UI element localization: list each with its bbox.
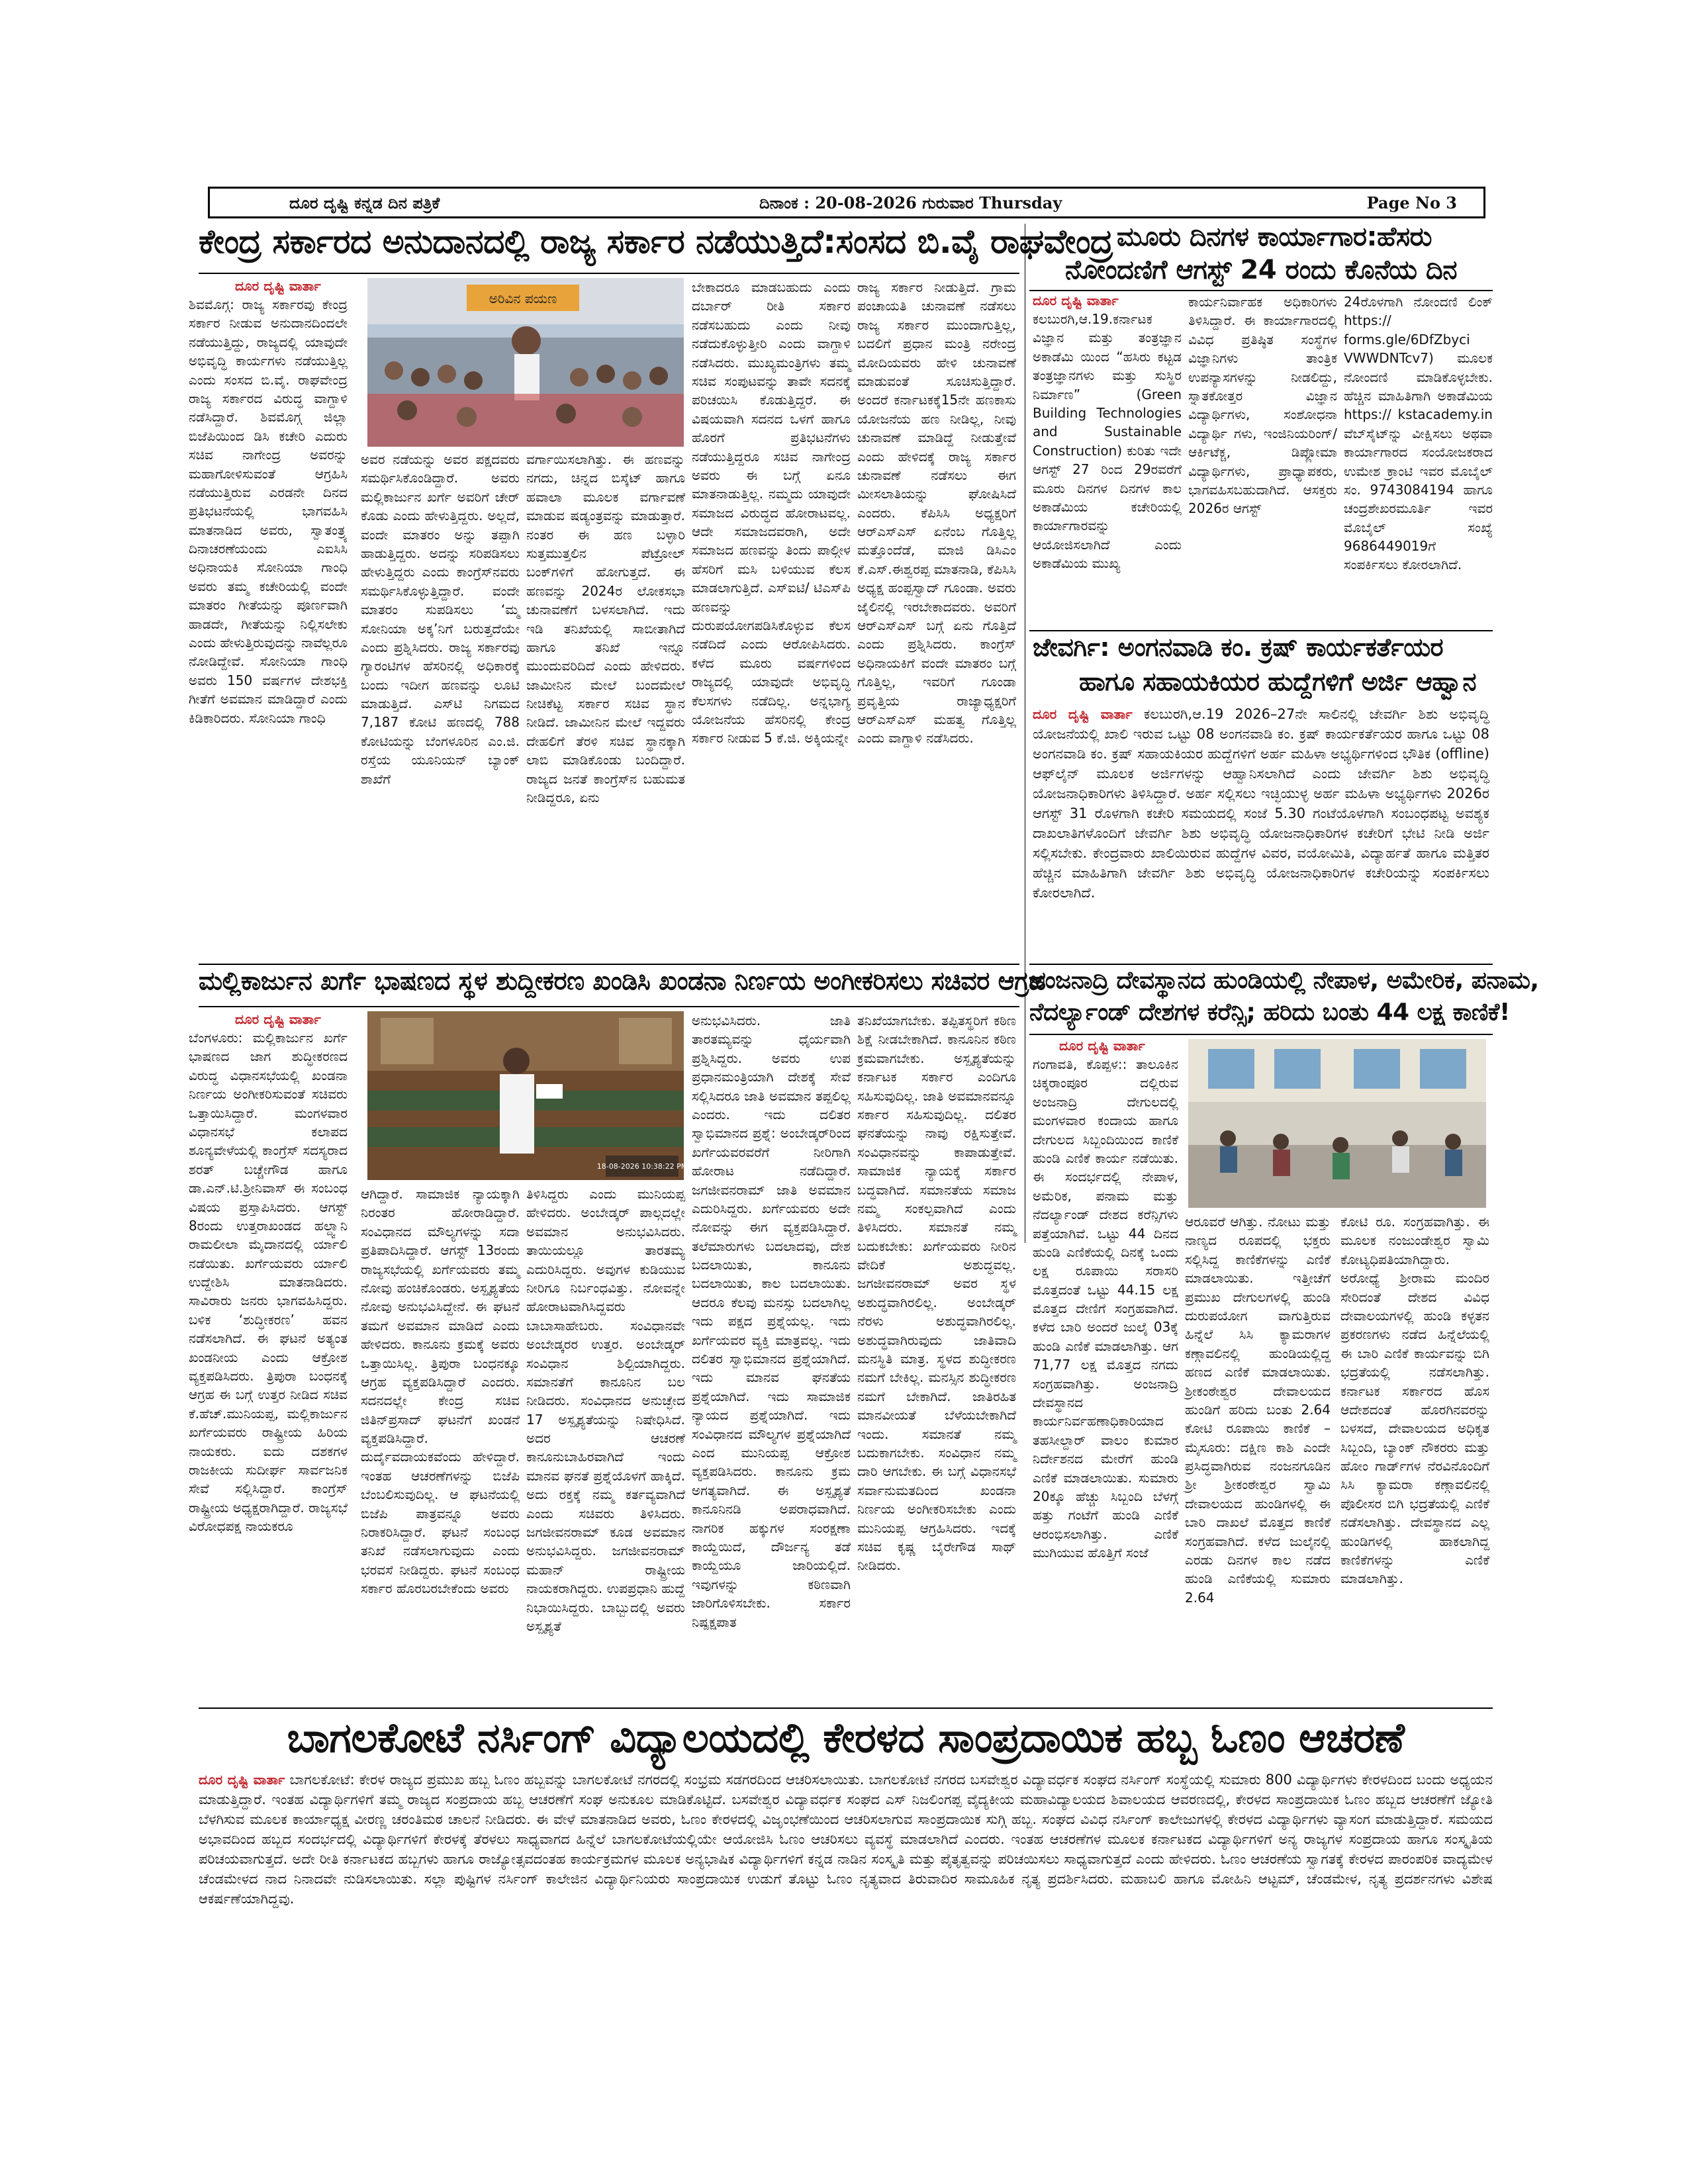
article4-column-2: ಆಗಿದ್ದಾರೆ. ಸಾಮಾಜಿಕ ನ್ಯಾಯಕ್ಕಾಗಿ ನಿರಂತರ ಹೋರಾಡಿದ್ದಾರೆ. ಸಂವಿಧಾನದ ಮೌಲ್ಯಗಳನ್ನು ಸದಾ ಪ್ರತಿಪಾದಿಸಿದ್ದಾರೆ. ಆಗಸ್ಟ್ 13ರಂದು ರಾಜ್ಯಸಭೆಯಲ್ಲಿ ಖರ್ಗೆಯವರು ತಮ್ಮ ನೋವು ಹಂಚಿಕೊಂಡರು. ಅಸ್ಪೃಶ್ಯತೆಯ ನೋವು ಅನುಭವಿಸಿದ್ದೇನೆ. ಈ ಘಟನೆ ತಮಗೆ ಅವಮಾನ ಮಾಡಿದೆ ಎಂದು ಹೇಳಿದರು. ಕಾನೂನು ಕ್ರಮಕ್ಕೆ ಅವರು ಒತ್ತಾಯಿಸಿಲ್ಲ. ತ್ರಿಪುರಾ ಬಂಧನಕ್ಕೂ ಆಗ್ರಹ ವ್ಯಕ್ತಪಡಿಸಿದ್ದಾರೆ ಎಂದರು. ಸದನದಲ್ಲೇ ಕೇಂದ್ರ ಸಚಿವ ಜಿತಿನ್‌ಪ್ರಸಾದ್ ಘಟನೆಗೆ ಖಂಡನೆ ವ್ಯಕ್ತಪಡಿಸಿದ್ದಾರೆ. ದುರ್ದೈವದಾಯಕವೆಂದು ಹೇಳಿದ್ದಾರೆ. ಇಂತಹ ಆಚರಣೆಗಳನ್ನು ಬಿಜೆಪಿ ಬೆಂಬಲಿಸುವುದಿಲ್ಲ. ಆ ಘಟನೆಯಲ್ಲಿ ಬಿಜೆಪಿ ಪಾತ್ರವನ್ನೂ ಅವರು ನಿರಾಕರಿಸಿದ್ದಾರೆ. ಘಟನೆ ಸಂಬಂಧ ತನಿಖೆ ನಡೆಸಲಾಗುವುದು ಎಂದು ಭರವಸೆ ನೀಡಿದ್ದರು. ಘಟನೆ ಸಂಬಂಧ ಸರ್ಕಾರ ಹೊರಬರಬೇಕೆಂದು ಅವರು xyxy=(361,1186,520,1597)
article1-column-5: ರಾಜ್ಯ ಸರ್ಕಾರ ನೀಡುತ್ತಿದೆ. ಗ್ರಾಮ ಪಂಚಾಯತಿ ಚುನಾವಣೆ ನಡೆಸಲು ರಾಜ್ಯ ಸರ್ಕಾರ ಮುಂದಾಗುತ್ತಿಲ್ಲ, ಬದಲಿಗೆ ಪ್ರಧಾನ ಮಂತ್ರಿ ನರೇಂದ್ರ ಮೋದಿಯವರು ಹೇಳಿ ಚುನಾವಣೆ ಮಾಡುವಂತೆ ಸೂಚಿಸುತ್ತಿದ್ದಾರೆ. ಅಂದರೆ ಕರ್ನಾಟಕಕ್ಕೆ15ನೇ ಹಣಕಾಸು ಯೋಜನೆಯ ಹಣ ನೀಡಿಲ್ಲ, ನೀವು ಚುನಾವಣೆ ಮಾಡಿದ್ದೆ ನೀಡುತ್ತೇವೆ ಎಂದು ಹೇಳಿದಕ್ಕೆ ರಾಜ್ಯ ಸರ್ಕಾರ ಚುನಾವಣೆ ನಡೆಸಲು ಈಗ ಮೀಸಲಾತಿಯನ್ನು ಘೋಷಿಸಿದೆ ಎಂದರು. ಕೆಪಿಸಿಸಿ ಅಧ್ಯಕ್ಷರಿಗೆ ಆರ್‌ಎಸ್‌ಎಸ್ ಏನೆಂಬ ಗೊತ್ತಿಲ್ಲ ಮತ್ತೊಂದೆಡೆ, ಮಾಜಿ ಡಿಸಿಎಂ ಕೆ.ಎಸ್.ಈಶ್ವರಪ್ಪ ಮಾತನಾಡಿ, ಕೆಪಿಸಿಸಿ ಅಧ್ಯಕ್ಷ ಹಂಪ್ಪಸ್ವಾದ್ ಗೂಂಡಾ. ಅವರು ಜೈಲಿನಲ್ಲಿ ಇರಬೇಕಾದವರು. ಅವರಿಗೆ ಆರ್‌ಎಸ್‌ಎಸ್ ಬಗ್ಗೆ ಏನು ಗೊತ್ತಿದೆ ಎಂದು ಪ್ರಶ್ನಿಸಿದರು. ಕಾಂಗ್ರೆಸ್ ಅಧಿನಾಯಕಿಗೆ ವಂದೇ ಮಾತರಂ ಬಗ್ಗೆ ಗೊತ್ತಿಲ್ಲ, ಇವರಿಗೆ ಗೂಂಡಾ ಪ್ರವೃತ್ತಿಯ ರಾಜ್ಯಾಧ್ಯಕ್ಷರಿಗೆ ಆರ್‌ಎಸ್‌ಎಸ್ ಮಹತ್ವ ಗೊತ್ತಿಲ್ಲ ಎಂದು ವಾಗ್ದಾಳಿ ನಡೆಸಿದರು. xyxy=(857,279,1016,747)
divider xyxy=(199,1707,1493,1709)
article1-column-1: ಶಿವಮೊಗ್ಗ: ರಾಜ್ಯ ಸರ್ಕಾರವು ಕೇಂದ್ರ ಸರ್ಕಾರ ನೀಡುವ ಅನುದಾನದಿಂದಲೇ ನಡೆಯುತ್ತಿದ್ದು, ರಾಜ್ಯದಲ್ಲಿ ಯಾವುದೇ ಅಭಿವೃದ್ಧಿ ಕಾರ್ಯಗಳು ನಡೆಯುತ್ತಿಲ್ಲ ಎಂದು ಸಂಸದ ಬಿ.ವೈ. ರಾಘವೇಂದ್ರ ರಾಜ್ಯ ಸರ್ಕಾರದ ವಿರುದ್ಧ ವಾಗ್ದಾಳಿ ನಡೆಸಿದ್ದಾರೆ. ಶಿವಮೊಗ್ಗ ಜಿಲ್ಲಾ ಬಿಜೆಪಿಯಿಂದ ಡಿಸಿ ಕಚೇರಿ ಎದುರು ಸಚಿವ ನಾಗೇಂದ್ರ ಅವರನ್ನು ಮಹಾಗೋಳಿಸುವಂತೆ ಆಗ್ರಹಿಸಿ ನಡೆಯುತ್ತಿರುವ ಎರಡನೇ ದಿನದ ಪ್ರತಿಭಟನೆಯಲ್ಲಿ ಭಾಗವಹಿಸಿ ಮಾತನಾಡಿದ ಅವರು, ಸ್ವಾತಂತ್ರ್ಯ ದಿನಾಚರಣೆಯಂದು ಎಐಸಿಸಿ ಅಧಿನಾಯಕಿ ಸೋನಿಯಾ ಗಾಂಧಿ ಅವರು ತಮ್ಮ ಕಚೇರಿಯಲ್ಲಿ ವಂದೇ ಮಾತರಂ ಗೀತೆಯನ್ನು ಪೂರ್ಣವಾಗಿ ಹಾಡದೇ, ಗೀತೆಯನ್ನು ನಿಲ್ಲಿಸಲೇಕು ಎಂದು ಹೇಳುತ್ತಿರುವುದನ್ನು ನಾವೆಲ್ಲರೂ ನೋಡಿದ್ದೇವೆ. ಸೋನಿಯಾ ಗಾಂಧಿ ಅವರು 150 ವರ್ಷಗಳ ದೇಶಭಕ್ತಿ ಗೀತೆಗೆ ಅವಮಾನ ಮಾಡಿದ್ದಾರೆ ಎಂದು ಕಿಡಿಕಾರಿದರು. ಸೋನಿಯಾ ಗಾಂಧಿ xyxy=(189,296,348,726)
divider xyxy=(199,1006,1019,1007)
article4-headline: ಮಲ್ಲಿಕಾರ್ಜುನ ಖರ್ಗೆ ಭಾಷಣದ ಸ್ಥಳ ಶುದ್ದೀಕರಣ ಖಂಡಿಸಿ ಖಂಡನಾ ನಿರ್ಣಯ ಅಂಗೀಕರಿಸಲು ಸಚಿವರ ಆಗ್ರಹ xyxy=(199,966,1046,995)
article2-headline-line1: ಮೂರು ದಿನಗಳ ಕಾರ್ಯಾಗಾರ:ಹೆಸರು xyxy=(1117,222,1432,252)
divider xyxy=(1029,964,1493,965)
assembly-photo-illustration xyxy=(367,1011,688,1180)
divider xyxy=(1029,1034,1493,1035)
article5-headline-line1: ಅಂಜನಾದ್ರಿ ದೇವಸ್ಥಾನದ ಹುಂಡಿಯಲ್ಲಿ ನೇಪಾಳ, ಅಮೇರಿಕ, ಪನಾಮ, xyxy=(1029,967,1539,994)
hundi-counting-photo-illustration xyxy=(1188,1039,1486,1208)
article3-headline-line1: ಜೇವರ್ಗಿ: ಅಂಗನವಾಡಿ ಕಂ. ಕ್ರಷ್ ಕಾರ್ಯಕರ್ತೆಯರ xyxy=(1033,633,1444,662)
article5-column-3: ಕೋಟಿ ರೂ. ಸಂಗ್ರಹವಾಗಿತ್ತು. ಈ ಮೂಲಕ ನಂಜುಂಡೇಶ್ವರ ಸ್ವಾಮಿ ಕೋಟ್ಯಧಿಪತಿಯಾಗಿದ್ದಾರು. ಅರೋಧ್ಯೆ ಶ್ರೀರಾಮ ಮಂದಿರ ಸೇರಿದಂತೆ ದೇಶದ ವಿವಿಧ ದೇವಾಲಯಗಳಲ್ಲಿ ಹುಂಡಿ ಕಳ್ಳತನ ಪ್ರಕರಣಗಳು ನಡೆದ ಹಿನ್ನೆಲೆಯಲ್ಲಿ ಈ ಬಾರಿ ಎಣಿಕೆ ಕಾರ್ಯವನ್ನು ಬಿಗಿ ಭದ್ರತೆಯಲ್ಲಿ ನಡೆಸಲಾಗಿತ್ತು. ಕರ್ನಾಟಕ ಸರ್ಕಾರದ ಹೊಸ ಆದೇಶದಂತೆ ಹೊರಗಿನವರನ್ನು ಬಳಸದೆ, ದೇವಾಲಯದ ಅಧಿಕೃತ ಸಿಬ್ಬಂದಿ, ಬ್ಯಾಂಕ್ ನೌಕರರು ಮತ್ತು ಹೋಂ ಗಾರ್ಡ್‌ಗಳ ನೆರವಿನೊಂದಿಗೆ ಸಿಸಿ ಕ್ಯಾಮರಾ ಕಣ್ಗಾವಲಿನಲ್ಲಿ ಪೊಲೀಸರ ಬಿಗಿ ಭದ್ರತೆಯಲ್ಲಿ ಎಣಿಕೆ ನಡೆಸಲಾಗಿತ್ತು. ದೇವಸ್ಥಾನದ ಎಲ್ಲ ಹುಂಡಿಗಳಲ್ಲಿ ಹಾಕಲಾಗಿದ್ದ ಕಾಣಿಕೆಗಳನ್ನು ಎಣಿಕೆ ಮಾಡಲಾಗಿತ್ತು. xyxy=(1340,1214,1489,1587)
divider xyxy=(199,273,1019,274)
article2-column-2: ಕಾರ್ಯನಿರ್ವಾಹಕ ಅಧಿಕಾರಿಗಳು ತಿಳಿಸಿದ್ದಾರೆ. ಈ ಕಾರ್ಯಾಗಾರದಲ್ಲಿ ವಿವಿಧ ಪ್ರತಿಷ್ಠಿತ ಸಂಸ್ಥೆಗಳ ವಿಜ್ಞಾನಿಗಳು ತಾಂತ್ರಿಕ ಉಪನ್ಯಾಸಗಳನ್ನು ನೀಡಲಿದ್ದು, ಸ್ನಾತಕೋತ್ತರ ವಿಜ್ಞಾನ ವಿದ್ಯಾರ್ಥಿಗಳು, ಸಂಶೋಧನಾ ವಿದ್ಯಾರ್ಥಿ ಗಳು, ಇಂಜಿನಿಯರಿಂಗ್/ ಆರ್ಕಿಟೆಕ್ಚ, ಡಿಪ್ಲೋಮಾ ವಿದ್ಯಾರ್ಥಿಗಳು, ಪ್ರಾಧ್ಯಾಪಕರು, ಭಾಗವಹಿಸಬಹುದಾಗಿದೆ. ಆಸಕ್ತರು 2026ರ ಆಗಸ್ಟ್ xyxy=(1188,294,1337,517)
article2-byline: ದೂರ ದೃಷ್ಟಿ ವಾರ್ತಾ xyxy=(1033,293,1119,308)
article4-column-1: ಬೆಂಗಳೂರು: ಮಲ್ಲಿಕಾರ್ಜುನ ಖರ್ಗೆ ಭಾಷಣದ ಜಾಗ ಶುದ್ಧೀಕರಣದ ವಿರುದ್ಧ ವಿಧಾನಸಭೆಯಲ್ಲಿ ಖಂಡನಾ ನಿರ್ಣಯ ಅಂಗೀಕರಿಸುವಂತೆ ಸಚಿವರು ಒತ್ತಾಯಿಸಿದ್ದಾರೆ. ಮಂಗಳವಾರ ವಿಧಾನಸಭೆ ಕಲಾಪದ ಶೂನ್ಯವೇಳೆಯಲ್ಲಿ ಕಾಂಗ್ರೆಸ್ ಸದಸ್ಯರಾದ ಶರತ್ ಬಚ್ಚೇಗೌಡ ಹಾಗೂ ಡಾ.ಎನ್.ಟಿ.ಶ್ರೀನಿವಾಸ್ ಈ ಸಂಬಂಧ ವಿಷಯ ಪ್ರಸ್ತಾಪಿಸಿದರು. ಆಗಸ್ಟ್ 8ರಂದು ಉತ್ತರಾಖಂಡದ ಹಲ್ದ್ವಾನಿ ರಾಮಲೀಲಾ ಮೈದಾನದಲ್ಲಿ ರ್ಯಾಲಿ ನಡೆಯಿತು. ಖರ್ಗೆಯವರು ರ್ಯಾಲಿ ಉದ್ದೇಶಿಸಿ ಮಾತನಾಡಿದರು. ಸಾವಿರಾರು ಜನರು ಭಾಗವಹಿಸಿದ್ದರು. ಬಳಿಕ ‘ಶುದ್ಧೀಕರಣ’ ಹವನ ನಡೆಸಲಾಗಿದೆ. ಈ ಘಟನೆ ಅತ್ಯಂತ ಖಂಡನೀಯ ಎಂದು ಆಕ್ರೋಶ ವ್ಯಕ್ತಪಡಿಸಿದರು. ತ್ರಿಪುರಾ ಬಂಧನಕ್ಕೆ ಆಗ್ರಹ ಈ ಬಗ್ಗೆ ಉತ್ತರ ನೀಡಿದ ಸಚಿವ ಕೆ.ಹೆಚ್.ಮುನಿಯಪ್ಪ, ಮಲ್ಲಿಕಾರ್ಜುನ ಖರ್ಗೆಯವರು ರಾಷ್ಟ್ರೀಯ ಹಿರಿಯ ನಾಯಕರು. ಐದು ದಶಕಗಳ ರಾಜಕೀಯ ಸುದೀರ್ಘ ಸಾರ್ವಜನಿಕ ಸೇವೆ ಸಲ್ಲಿಸಿದ್ದಾರೆ. ಕಾಂಗ್ರೆಸ್ ರಾಷ್ಟ್ರೀಯ ಅಧ್ಯಕ್ಷರಾಗಿದ್ದಾರೆ. ರಾಜ್ಯಸಭೆ ವಿರೋಧಪಕ್ಷ ನಾಯಕರೂ xyxy=(189,1030,348,1535)
article5-headline-line2: ನೆದರ್ಲ್ಯಾಂಡ್ ದೇಶಗಳ ಕರೆನ್ಸಿ; ಹರಿದು ಬಂತು 44 ಲಕ್ಷ ಕಾಣಿಕೆ! xyxy=(1029,999,1510,1026)
article4-column-3: ತಿಳಿಸಿದ್ದರು ಎಂದು ಮುನಿಯಪ್ಪ ಹೇಳಿದರು. ಅಂಬೇಡ್ಕರ್ ಪಾಲ್ಗದಲ್ಲೇ ಅವಮಾನ ಅನುಭವಿಸಿದರು. ತಾಯಿಯಲ್ಲೂ ತಾರತಮ್ಯ ಎದುರಿಸಿದ್ದರು. ಅವುಗಳ ಕುಡಿಯುವ ನೀರಿಗೂ ನಿರ್ಬಂಧವಿತ್ತು. ನೋವನ್ನೇ ಹೋರಾಟವಾಗಿಸಿದ್ದವರು ಬಾಬಾಸಾಹೇಬರು. ಸಂವಿಧಾನವೇ ಅಂಬೇಡ್ಕರರ ಉತ್ತರ. ಅಂಬೇಡ್ಕರ್ ಸಂವಿಧಾನ ಶಿಲ್ಪಿಯಾಗಿದ್ದರು. ಸಮಾನತೆಗೆ ಕಾನೂನಿನ ಬಲ ನೀಡಿದರು. ಸಂವಿಧಾನದ ಅನುಚ್ಛೇದ 17 ಅಸ್ಪೃಶ್ಯತೆಯನ್ನು ನಿಷೇಧಿಸಿದೆ. ಅದರ ಆಚರಣೆ ಕಾನೂನುಬಾಹಿರವಾಗಿದೆ ಇಂದು ಮಾನವ ಘನತೆ ಪ್ರಶ್ನೆಯೊಳಗೆ ಹಾಕ್ಕಿದೆ. ಅದು ರಕ್ತಕ್ಕೆ ನಮ್ಮ ಕರ್ತವ್ಯವಾಗಿದೆ ಎಂದು ಸಚಿವರು ತಿಳಿಸಿದರು. ಜಗಜೀವನರಾಮ್ ಕೂಡ ಅವಮಾನ ಅನುಭವಿಸಿದ್ದರು. ಜಗಜೀವನರಾಮ್ ಮಹಾನ್ ರಾಷ್ಟ್ರೀಯ ನಾಯಕರಾಗಿದ್ದರು. ಉಪಪ್ರಧಾನಿ ಹುದ್ದೆ ನಿಭಾಯಿಸಿದ್ದರು. ಬಾಬ್ಬುದಲ್ಲಿ ಅವರು ಅಸ್ಪೃಶ್ಯತೆ xyxy=(526,1186,685,1634)
article1-column-4: ಬೇಕಾದರೂ ಮಾಡಬಹುದು ಎಂದು ದರ್ಬಾರ್ ರೀತಿ ಸರ್ಕಾರ ನಡೆಸಬಹುದು ಎಂದು ನೀವು ನಡೆದುಕೊಳ್ಳುತ್ತೀರಿ ಎಂದು ವಾಗ್ದಾಳಿ ನಡೆಸಿದರು. ಮುಖ್ಯಮಂತ್ರಿಗಳು ತಮ್ಮ ಸಚಿವ ಸಂಪುಟವನ್ನು ತಾವೇ ಸದನಕ್ಕೆ ಪರಿಚಯಿಸಿ ಕೊಡುತ್ತಿದ್ದರೆ. ಈ ವಿಷಯವಾಗಿ ಸದನದ ಒಳಗೆ ಹಾಗೂ ಹೊರಗೆ ಪ್ರತಿಭಟನೆಗಳು ನಡೆಯುತ್ತಿದ್ದರೂ ಸಚಿವ ನಾಗೇಂದ್ರ ಅವರು ಈ ಬಗ್ಗೆ ಏನೂ ಮಾತನಾಡುತ್ತಿಲ್ಲ. ನಮ್ಮದು ಯಾವುದೇ ಸಮಾಜದ ವಿರುದ್ಧದ ಹೋರಾಟವಲ್ಲ. ಆದೇ ಸಮಾಜದವರಾಗಿ, ಅದೇ ಸಮಾಜದ ಹಣವನ್ನು ತಿಂದು ಪಾಲ್ಗೀಳ ಹೆಸರಿಗೆ ಮಸಿ ಬಳಿಯುವ ಕೆಲಸ ಮಾಡಲಾಗುತ್ತಿದೆ. ಎಸ್‌ಐಟಿ/ ಟಿಎಸ್‌ಪಿ ಹಣವನ್ನು ದುರುಪಯೋಗಪಡಿಸಿಕೊಳ್ಳುವ ಕೆಲಸ ನಡೆದಿದೆ ಎಂದು ಆರೋಪಿಸಿದರು. ಕಳೆದ ಮೂರು ವರ್ಷಗಳಿಂದ ರಾಜ್ಯದಲ್ಲಿ ಯಾವುದೇ ಅಭಿವೃದ್ಧಿ ಕೆಲಸಗಳು ನಡೆದಿಲ್ಲ. ಅನ್ನಭಾಗ್ಯ ಯೋಜನೆಯ ಹೆಸರಿನಲ್ಲಿ ಕೇಂದ್ರ ಸರ್ಕಾರ ನೀಡುವ 5 ಕೆ.ಜಿ. ಅಕ್ಕಿಯನ್ನೇ xyxy=(692,279,851,747)
article6-byline: ದೂರ ದೃಷ್ಟಿ ವಾರ್ತಾ xyxy=(199,1772,285,1788)
divider xyxy=(1029,290,1493,291)
photo-banner-text: ಅರಿವಿನ ಪಯಣ xyxy=(489,291,557,306)
page-header xyxy=(208,187,1485,218)
article3-text: ಕಲಬುರಗಿ,ಆ.19 2026–27ನೇ ಸಾಲಿನಲ್ಲಿ ಜೇವರ್ಗಿ ಶಿಶು ಅಭಿವೃದ್ಧಿ ಯೋಜನೆಯಲ್ಲಿ ಖಾಲಿ ಇರುವ ಒಟ್ಟು 08 ಅಂಗನವಾಡಿ ಕಂ. ಕ್ರಷ್ ಕಾರ್ಯಕರ್ತೆಯರ ಹಾಗೂ ಒಟ್ಟು 08 ಅಂಗನವಾಡಿ ಕಂ. ಕ್ರಷ್ ಸಹಾಯಕಿಯರ ಹುದ್ದೆಗಳಿಗೆ ಅರ್ಹ ಮಹಿಳಾ ಅಭ್ಯರ್ಥಿಗಳಿಂದ ಭೌತಿಕ (offline) ಆಫ್‌ಲೈನ್ ಮೂಲಕ ಅರ್ಜಿಗಳನ್ನು ಆಹ್ವಾನಿಸಲಾಗಿದೆ ಎಂದು ಜೇವರ್ಗಿ ಶಿಶು ಅಭಿವೃದ್ಧಿ ಯೋಜನಾಧಿಕಾರಿಗಳು ತಿಳಿಸಿದ್ದಾರೆ. ಅರ್ಹ ಸಲ್ಲಿಸಲು ಇಚ್ಛಿಯುಳ್ಳ ಅರ್ಹ ಮಹಿಳಾ ಅಭ್ಯರ್ಥಿಗಳು 2026ರ ಆಗಸ್ಟ್ 31 ರೊಳಗಾಗಿ ಕಚೇರಿ ಸಮಯದಲ್ಲಿ ಸಂಜೆ 5.30 ಗಂಟೆಯೊಳಗಾಗಿ ಸಂಬಂಧಪಟ್ಟ ಅವಶ್ಯಕ ದಾಖಲಾತಿಗಳೊಂದಿಗೆ ಜೇವರ್ಗಿ ಶಿಶು ಅಭಿವೃದ್ಧಿ ಯೋಜನಾಧಿಕಾರಿಗಳ ಕಚೇರಿಗೆ ಭೇಟಿ ನೀಡಿ ಅರ್ಜಿ ಸಲ್ಲಿಸಬೇಕು. ಕೇಂದ್ರವಾರು ಖಾಲಿಯಿರುವ ಹುದ್ದೆಗಳ ವಿವರ, ವಯೋಮಿತಿ, ವಿದ್ಯಾರ್ಹತೆ ಹಾಗೂ ಮತ್ತಿತರ ಹೆಚ್ಚಿನ ಮಾಹಿತಿಗಾಗಿ ಜೇವರ್ಗಿ ಶಿಶು ಅಭಿವೃದ್ಧಿ ಯೋಜನಾಧಿಕಾರಿಗಳ ಕಚೇರಿಯನ್ನು ಸಂಪರ್ಕಿಸಲು ಕೋರಲಾಗಿದೆ. xyxy=(1033,706,1489,901)
article2-column-1: ಕಲಬುರಗಿ,ಆ.19.ಕರ್ನಾಟಕ ವಿಜ್ಞಾನ ಮತ್ತು ತಂತ್ರಜ್ಞಾನ ಅಕಾಡೆಮಿ ಯಿಂದ “ಹಸಿರು ಕಟ್ಟಡ ತಂತ್ರಜ್ಞಾನಗಳು ಮತ್ತು ಸುಸ್ಥಿರ ನಿರ್ಮಾಣ” (Green Building Technologies and Sustainable Construction) ಕುರಿತು ಇದೇ ಆಗಸ್ಟ್ 27 ರಿಂದ 29ರವರೆಗೆ ಮೂರು ದಿನಗಳ ದಿನಗಳ ಕಾಲ ಅಕಾಡೆಮಿಯ ಕಚೇರಿಯಲ್ಲಿ ಕಾರ್ಯಾಗಾರವನ್ನು ಆಯೋಜಿಸಲಾಗಿದೆ ಎಂದು ಅಕಾಡೆಮಿಯ ಮುಖ್ಯ xyxy=(1033,311,1182,572)
article5-photo xyxy=(1188,1039,1486,1208)
article1-byline: ದೂರ ದೃಷ್ಟಿ ವಾರ್ತಾ xyxy=(235,278,321,294)
article2-column-3: 24ರೊಳಗಾಗಿ ನೋಂದಣಿ ಲಿಂಕ್ https:// forms.gle/6DfZbyci VWWDNTcv7) ಮೂಲಕ ನೋಂದಣಿ ಮಾಡಿಕೊಳ್ಳಬೇಕು. ಹೆಚ್ಚಿನ ಮಾಹಿತಿಗಾಗಿ ಅಕಾಡೆಮಿಯ https:// kstacademy.in ವೆಬ್‌ಸೈಟ್‌ನ್ನು ವೀಕ್ಷಿಸಲು ಅಥವಾ ಕಾರ್ಯಾಗಾರದ ಸಂಯೋಜಕರಾದ ಉಮೇಶ ಕ್ರಾಂಟಿ ಇವರ ಮೊಬೈಲ್ ಸಂ. 9743084194 ಹಾಗೂ ಚಂದ್ರಶೇಖರಮೂರ್ತಿ ಇವರ ಮೊಬೈಲ್ ಸಂಖ್ಯೆ 9686449019ಗೆ ಸಂಪರ್ಕಿಸಲು ಕೋರಲಾಗಿದೆ. xyxy=(1344,294,1493,573)
article4-photo xyxy=(367,1011,688,1180)
article6-text: ಬಾಗಲಕೋಟೆ: ಕೇರಳ ರಾಜ್ಯದ ಪ್ರಮುಖ ಹಬ್ಬ ಓಣಂ ಹಬ್ಬವನ್ನು ಬಾಗಲಕೋಟೆ ನಗರದಲ್ಲಿ ಸಂಭ್ರಮ ಸಡಗರದಿಂದ ಆಚರಿಸಲಾಯಿತು. ಬಾಗಲಕೋಟೆ ನಗರದ ಬಸವೇಶ್ವರ ವಿದ್ಯಾವರ್ಧಕ ಸಂಘದ ನರ್ಸಿಂಗ್ ಸಂಸ್ಥೆಯಲ್ಲಿ ಸುಮಾರು 800 ವಿದ್ಯಾರ್ಥಿಗಳು ಕೇರಳದಿಂದ ಬಂದು ಅಧ್ಯಯನ ಮಾಡುತ್ತಿದ್ದಾರೆ. ಇಂತಹ ವಿದ್ಯಾರ್ಥಿಗಳಿಗೆ ತಮ್ಮ ರಾಜ್ಯದ ಸಂಪ್ರದಾಯ ಹಬ್ಬ ಆಚರಣೆಗೆ ಸಂಘ ಅನುಕೂಲ ಮಾಡಿಕೊಟ್ಟಿದೆ. ಬಸವೇಶ್ವರ ವಿದ್ಯಾವರ್ಧಕ ಸಂಘದ ಎಸ್ ನಿಜಲಿಂಗಪ್ಪ ವೈದ್ಯಕೀಯ ಮಹಾವಿದ್ಯಾಲಯದ ಶಿವಾಲಯದ ಆವರಣದಲ್ಲಿ, ಕೇರಳದ ಸಾಂಪ್ರದಾಯಿಕ ಓಣಂ ಹಬ್ಬದ ಆಚರಣೆಗೆ ಜ್ಯೋತಿ ಬೆಳಗಿಸುವ ಮೂಲಕ ಕಾರ್ಯಾಧ್ಯಕ್ಷ ವೀರಣ್ಣ ಚರಂತಿಮಠ ಚಾಲನೆ ನೀಡಿದರು. ಈ ವೇಳೆ ಮಾತನಾಡಿದ ಅವರು, ಓಣಂ ಕೇರಳದಲ್ಲಿ ವಿಜೃಂಭಣೆಯಿಂದ ಆಚರಿಸಲಾಗುವ ಸಾಂಪ್ರದಾಯಿಕ ಸುಗ್ಗಿ ಹಬ್ಬ. ಸಂಘದ ವಿವಿಧ ನರ್ಸಿಂಗ್ ಕಾಲೇಜುಗಳಲ್ಲಿ ಕೇರಳದ ವಿದ್ಯಾರ್ಥಿಗಳು ವ್ಯಾಸಂಗ ಮಾಡುತ್ತಿದ್ದಾರೆ. ಸಮಯದ ಅಭಾವದಿಂದ ಹಬ್ಬದ ಸಂದರ್ಭದಲ್ಲಿ ವಿದ್ಯಾರ್ಥಿಗಳಿಗೆ ಕೇರಳಕ್ಕೆ ತೆರಳಲು ಸಾಧ್ಯವಾಗದ ಹಿನ್ನೆಲೆ ಬಾಗಲಕೋಟೆಯಲ್ಲಿಯೇ ಆಯೋಜಿಸಿ ಓಣಂ ಆಚರಿಸಲು ವ್ಯವಸ್ಥೆ ಮಾಡಲಾಗಿದೆ ಎಂದರು. ಇಂತಹ ಆಚರಣೆಗಳ ಮೂಲಕ ಕರ್ನಾಟಕದ ವಿದ್ಯಾರ್ಥಿಗಳಿಗೆ ಅನ್ಯ ರಾಜ್ಯಗಳ ಸಂಪ್ರದಾಯ ಹಾಗೂ ಸಂಸ್ಕೃತಿಯ ಪರಿಚಯವಾಗುತ್ತದೆ. ಅದೇ ರೀತಿ ಕರ್ನಾಟಕದ ಹಬ್ಬಗಳು ಹಾಗೂ ರಾಜ್ಯೋತ್ಸವದಂತಹ ಕಾರ್ಯಕ್ರಮಗಳ ಮೂಲಕ ಅನ್ಯಭಾಷಿಕ ವಿದ್ಯಾರ್ಥಿಗಳಿಗೆ ಕನ್ನಡ ನಾಡಿನ ಸಂಸ್ಕೃತಿ ಮತ್ತು ಪೈತೃತ್ವವನ್ನು ಪರಿಚಯಿಸಲು ಸಾಧ್ಯವಾಗುತ್ತದೆ ಎಂದು ಹೇಳಿದರು. ಓಣಂ ಆಚರಣೆಯ ಸ್ವಾಗತಕ್ಕೆ ಕೇರಳದ ಪಾರಂಪರಿಕ ವಾದ್ಯಮೇಳ ಚೆಂಡಮೇಳದ ನಾದ ನಿನಾದವೇ ನುಡಿಸಲಾಯಿತು. ಸಲ್ಲಾ ಪುಷ್ಟಿಗಳ ನರ್ಸಿಂಗ್ ಕಾಲೇಜಿನ ವಿದ್ಯಾರ್ಥಿನಿಯರು ಸಾಂಪ್ರದಾಯಿಕ ಉಡುಗೆ ತೊಟ್ಟು ಓಣಂ ನೃತ್ಯವಾದ ತಿರುವಾದಿರ ಸಾಮೂಹಿಕ ನೃತ್ಯ ಪ್ರದರ್ಶಿಸಿದರು. ಮಹಾಬಲಿ ಹಾಗೂ ಮೋಹಿನಿ ಆಟ್ಟಮ್, ಚೆಂಡಮೇಳ, ನೃತ್ಯ ಪ್ರದರ್ಶನಗಳು ವಿಶೇಷ ಆಕರ್ಷಣೆಯಾಗಿದ್ದವು. xyxy=(199,1772,1493,1907)
issue-date: ದಿನಾಂಕ : 20-08-2026 ಗುರುವಾರ Thursday xyxy=(759,193,1062,212)
article5-byline: ದೂರ ದೃಷ್ಟಿ ವಾರ್ತಾ xyxy=(1059,1038,1145,1054)
article3-byline: ದೂರ ದೃಷ್ಟಿ ವಾರ್ತಾ xyxy=(1033,706,1133,722)
article3-body xyxy=(1033,704,1489,961)
article5-column-2: ಆರೂವರೆ ಆಗಿತ್ತು. ನೋಟು ಮತ್ತು ನಾಣ್ಯದ ರೂಪದಲ್ಲಿ ಭಕ್ತರು ಸಲ್ಲಿಸಿದ್ದ ಕಾಣಿಕೆಗಳನ್ನು ಎಣಿಕೆ ಮಾಡಲಾಯಿತು. ಇತ್ತೀಚೆಗೆ ಪ್ರಮುಖ ದೇಗುಲಗಳಲ್ಲಿ ಹುಂಡಿ ದುರುಪಯೋಗ ವಾಗುತ್ತಿರುವ ಹಿನ್ನೆಲೆ ಸಿಸಿ ಕ್ಯಾಮರಾಗಳ ಕಣ್ಗಾವಲಿನಲ್ಲಿ ಹುಂಡಿಯಲ್ಲಿದ್ದ ಹಣದ ಎಣಿಕೆ ಮಾಡಲಾಯಿತು. ಶ್ರೀಕಂಠೇಶ್ವರ ದೇವಾಲಯದ ಹುಂಡಿಗೆ ಹರಿದು ಬಂತು 2.64 ಕೋಟಿ ರೂಪಾಯಿ ಕಾಣಿಕೆ – ಮೈಸೂರು: ದಕ್ಷಿಣ ಕಾಶಿ ಎಂದೇ ಪ್ರಸಿದ್ಧವಾಗಿರುವ ನಂಜನಗೂಡಿನ ಶ್ರೀ ಶ್ರೀಕಂಠೇಶ್ವರ ಸ್ವಾಮಿ ದೇವಾಲಯದ ಹುಂಡಿಗಳಲ್ಲಿ ಈ ಬಾರಿ ದಾಖಲೆ ಮೊತ್ತದ ಕಾಣಿಕೆ ಸಂಗ್ರಹವಾಗಿದೆ. ಕಳೆದ ಜುಲೈನಲ್ಲಿ ಎರಡು ದಿನಗಳ ಕಾಲ ನಡೆದ ಹುಂಡಿ ಎಣಿಕೆಯಲ್ಲಿ ಸುಮಾರು 2.64 xyxy=(1185,1214,1331,1606)
article6-headline: ಬಾಗಲಕೋಟೆ ನರ್ಸಿಂಗ್ ವಿದ್ಯಾಲಯದಲ್ಲಿ ಕೇರಳದ ಸಾಂಪ್ರದಾಯಿಕ ಹಬ್ಬ ಓಣಂ ಆಚರಣೆ xyxy=(287,1713,1405,1762)
article1-photo xyxy=(367,278,684,447)
rally-photo-illustration xyxy=(367,278,684,447)
article3-headline-line2: ಹಾಗೂ ಸಹಾಯಕಿಯರ ಹುದ್ದೆಗಳಿಗೆ ಅರ್ಜಿ ಆಹ್ವಾನ xyxy=(1079,667,1476,696)
newspaper-name: ದೂರ ದೃಷ್ಟಿ ಕನ್ನಡ ದಿನ ಪತ್ರಿಕೆ xyxy=(289,193,440,212)
article1-column-3: ವರ್ಗಾಯಿಸಲಾಗಿತ್ತು. ಈ ಹಣವನ್ನು ನಗದು, ಚಿನ್ನದ ಬಿಸ್ಕೆಟ್ ಹಾಗೂ ಹವಾಲಾ ಮೂಲಕ ವರ್ಗಾವಣೆ ಮಾಡುವ ಷಡ್ಯಂತ್ರವನ್ನು ಮಾಡುತ್ತಾರೆ. ನಂತರ ಈ ಹಣ ಬಳ್ಳಾರಿ ಸುತ್ತಮುತ್ತಲಿನ ಪೆಟ್ರೋಲ್ ಬಂಕ್‌ಗಳಿಗೆ ಹೋಗುತ್ತದೆ. ಈ ಹಣವನ್ನು 2024ರ ಲೋಕಸಭಾ ಚುನಾವಣೆಗೆ ಬಳಸಲಾಗಿದೆ. ಇದು ಇಡಿ ತನಿಖೆಯಲ್ಲಿ ಸಾಬೀತಾಗಿದೆ ಹಾಗೂ ತನಿಖೆ ಇನ್ನೂ ಮುಂದುವರಿದಿದೆ ಎಂದು ಹೇಳಿದರು. ಜಾಮೀನಿನ ಮೇಲೆ ಬಂದಮೇಲೆ ನೀಚಿಕೆಟ್ಟ ಸರ್ಕಾರ ಸಚಿವ ಸ್ಥಾನ ನೀಡಿದೆ. ಜಾಮೀನಿನ ಮೇಲೆ ಇದ್ದವರು ದೇಹಲಿಗೆ ತೆರಳಿ ಸಚಿವ ಸ್ಥಾನಕ್ಕಾಗಿ ಲಾಬಿ ಮಾಡಿಕೊಂಡು ಬಂದಿದ್ದಾರೆ. ರಾಜ್ಯದ ಜನತೆ ಕಾಂಗ್ರೆಸ್‌ನ ಬಹುಮತ ನೀಡಿದ್ದರೂ, ಏನು xyxy=(526,451,685,806)
page-number: Page No 3 xyxy=(1366,193,1457,212)
article1-headline: ಕೇಂದ್ರ ಸರ್ಕಾರದ ಅನುದಾನದಲ್ಲಿ ರಾಜ್ಯ ಸರ್ಕಾರ ನಡೆಯುತ್ತಿದೆ:ಸಂಸದ ಬಿ.ವೈ ರಾಘವೇಂದ್ರ xyxy=(199,222,1113,261)
article6-body xyxy=(199,1770,1493,1988)
article4-byline: ದೂರ ದೃಷ್ಟಿ ವಾರ್ತಾ xyxy=(235,1011,321,1027)
divider xyxy=(199,964,1019,965)
article1-column-2: ಅವರ ನಡೆಯನ್ನು ಅವರ ಪಕ್ಷದವರು ಸಮರ್ಥಿಸಿಕೊಂಡಿದ್ದಾರೆ. ಅವರು ಮಲ್ಲಿಕಾರ್ಜುನ ಖರ್ಗೆ ಅವರಿಗೆ ಚೇರ್ ಕೊಡು ಎಂದು ಹೇಳುತ್ತಿದ್ದರು. ಅಲ್ಲದೆ, ವಂದೇ ಮಾತರಂ ಅನ್ನು ತಪ್ಪಾಗಿ ಹಾಡುತ್ತಿದ್ದರು. ಅದನ್ನು ಸರಿಪಡಿಸಲು ಹೇಳುತ್ತಿದ್ದರು ಎಂದು ಕಾಂಗ್ರೆಸ್‌ನವರು ಸಮರ್ಥಿಸಿಕೊಳ್ಳುತ್ತಿದ್ದಾರೆ. ವಂದೇ ಮಾತರಂ ಸುಪಡಿಸಲು ‘ಮ್ಮ ಸೋನಿಯಾ ಅಕ್ಕ’ನಿಗೆ ಬರುತ್ತದೆಯೇ ಎಂದು ಪ್ರಶ್ನಿಸಿದರು. ರಾಜ್ಯ ಸರ್ಕಾರವು ಗ್ಯಾರಂಟಿಗಳ ಹೆಸರಿನಲ್ಲಿ ಅಧಿಕಾರಕ್ಕೆ ಬಂದು ಇದೀಗ ಹಣವನ್ನು ಲೂಟಿ ಮಾಡುತ್ತಿದೆ. ಎಸ್‌ಟಿ ನಿಗಮದ 7,187 ಕೋಟಿ ಹಣದಲ್ಲಿ 788 ಕೋಟಿಯನ್ನು ಬೆಂಗಳೂರಿನ ಎಂ.ಜಿ. ರಸ್ತೆಯ ಯೂನಿಯನ್ ಬ್ಯಾಂಕ್ ಶಾಖೆಗೆ xyxy=(361,451,520,787)
article2-headline-line2: ನೋಂದಣಿಗೆ ಆಗಸ್ಟ್ 24 ರಂದು ಕೊನೆಯ ದಿನ xyxy=(1065,255,1457,285)
article4-column-5: ತನಿಖೆಯಾಗಬೇಕು. ತಪ್ಪಿತಸ್ಥರಿಗೆ ಕಠಿಣ ಶಿಕ್ಷೆ ನೀಡಬೇಕಾಗಿದೆ. ಕಾನೂನಿನ ಕಠಿಣ ಕ್ರಮವಾಗಬೇಕು. ಅಸ್ಪೃಶ್ಯತೆಯನ್ನು ಕರ್ನಾಟಕ ಸರ್ಕಾರ ಎಂದಿಗೂ ಸಹಿಸುವುದಿಲ್ಲ. ಜಾತಿ ಅವಮಾನವನ್ನೂ ಸರ್ಕಾರ ಸಹಿಸುವುದಿಲ್ಲ. ದಲಿತರ ಘನತೆಯನ್ನು ನಾವು ರಕ್ಷಿಸುತ್ತೇವೆ. ಸಂವಿಧಾನವನ್ನು ಕಾಪಾಡುತ್ತೇವೆ. ಸಾಮಾಜಿಕ ನ್ಯಾಯಕ್ಕೆ ಸರ್ಕಾರ ಬದ್ಧವಾಗಿದೆ. ಸಮಾನತೆಯ ಸಮಾಜ ನಮ್ಮ ಸಂಕಲ್ಪವಾಗಿದೆ ಎಂದು ತಿಳಿಸಿದರು. ಸಮಾನತೆ ನಮ್ಮ ಬದುಕಬೇಕು: ಖರ್ಗೆಯವರು ನೀರಿನ ವೇದಿಕೆ ಅಶುದ್ಧವಲ್ಲ. ಜಗಜೀವನರಾಮ್ ಅವರ ಸ್ಥಳ ಅಶುದ್ಧವಾಗಿರಲಿಲ್ಲ. ಅಂಬೇಡ್ಕರ್ ನೆರಳು ಅಶುದ್ಧವಾಗಿರಲಿಲ್ಲ. ಅಶುದ್ಧವಾಗಿರುವುದು ಜಾತಿವಾದಿ ಮನಸ್ಥಿತಿ ಮಾತ್ರ. ಸ್ಥಳದ ಶುದ್ಧೀಕರಣ ನಮಗೆ ಬೇಕಿಲ್ಲ. ಮನಸ್ಸಿನ ಶುದ್ಧೀಕರಣ ನಮಗೆ ಬೇಕಾಗಿದೆ. ಜಾತಿರಹಿತ ಮಾನವೀಯತೆ ಬೆಳೆಯಬೇಕಾಗಿದೆ ಇಂದು. ಸಮಾನತೆ ನಮ್ಮ ಬದುಕಾಗಬೇಕು. ಸಂವಿಧಾನ ನಮ್ಮ ದಾರಿ ಆಗಬೇಕು. ಈ ಬಗ್ಗೆ ವಿಧಾನಸಭೆ ಸರ್ವಾನುಮತದಿಂದ ಖಂಡನಾ ನಿರ್ಣಯ ಅಂಗೀಕರಿಸಬೇಕು ಎಂದು ಮುನಿಯಪ್ಪ ಆಗ್ರಹಿಸಿದರು. ಇದಕ್ಕೆ ಸಚಿವ ಕೃಷ್ಣ ಬೈರೇಗೌಡ ಸಾಥ್ ನೀಡಿದರು. xyxy=(857,1013,1016,1574)
divider xyxy=(1029,630,1493,631)
article5-column-1: ಗಂಗಾವತಿ, ಕೊಪ್ಪಳ:: ತಾಲೂಕಿನ ಚಿಕ್ಕರಾಂಪೂರ ದಲ್ಲಿರುವ ಅಂಜನಾದ್ರಿ ದೇಗುಲದಲ್ಲಿ ಮಂಗಳವಾರ ಕಂದಾಯ ಹಾಗೂ ದೇಗುಲದ ಸಿಬ್ಬಂದಿಯಿಂದ ಕಾಣಿಕೆ ಹುಂಡಿ ಎಣಿಕೆ ಕಾರ್ಯ ನಡೆಯಿತು. ಈ ಸಂದರ್ಭದಲ್ಲಿ ನೇಪಾಳ, ಅಮೆರಿಕ, ಪನಾಮ ಮತ್ತು ನೆದರ್ಲ್ಯಾಂಡ್ ದೇಶದ ಕರೆನ್ಸಿಗಳು ಪತ್ತೆಯಾಗಿವೆ. ಒಟ್ಟು 44 ದಿನದ ಹುಂಡಿ ಎಣಿಕೆಯಲ್ಲಿ ದಿನಕ್ಕೆ ಒಂದು ಲಕ್ಷ ರೂಪಾಯಿ ಸರಾಸರಿ ಮೊತ್ತದಂತೆ ಒಟ್ಟು 44.15 ಲಕ್ಷ ಮೊತ್ತದ ದೇಣಿಗೆ ಸಂಗ್ರಹವಾಗಿದೆ. ಕಳೆದ ಬಾರಿ ಅಂದರೆ ಜುಲೈ 03ಕ್ಕೆ ಹುಂಡಿ ಎಣಿಕೆ ಮಾಡಲಾಗಿತ್ತು. ಆಗ 71,77 ಲಕ್ಷ ಮೊತ್ತದ ನಗದು ಸಂಗ್ರಹವಾಗಿತ್ತು. ಅಂಜನಾದ್ರಿ ದೇವಸ್ಥಾನದ ಕಾರ್ಯನಿರ್ವಹಣಾಧಿಕಾರಿಯಾದ ತಹಸೀಲ್ದಾರ್ ವಾಲಂ ಕುಮಾರ ನಿರ್ದೇಶನದ ಮೇರೆಗೆ ಹುಂಡಿ ಎಣಿಕೆ ಮಾಡಲಾಯಿತು. ಸುಮಾರು 20ಕ್ಕೂ ಹೆಚ್ಚು ಸಿಬ್ಬಂದಿ ಬೆಳಗ್ಗೆ ಹತ್ತು ಗಂಟೆಗೆ ಹುಂಡಿ ಎಣಿಕೆ ಆರಂಭಿಸಲಾಗಿತ್ತು. ಎಣಿಕೆ ಮುಗಿಯುವ ಹೊತ್ತಿಗೆ ಸಂಜೆ xyxy=(1033,1056,1178,1561)
article4-column-4: ಅನುಭವಿಸಿದರು. ಜಾತಿ ತಾರತಮ್ಯವನ್ನು ಧೈರ್ಯವಾಗಿ ಪ್ರಶ್ನಿಸಿದ್ದರು. ಅವರು ಉಪ ಪ್ರಧಾನಮಂತ್ರಿಯಾಗಿ ದೇಶಕ್ಕೆ ಸೇವೆ ಸಲ್ಲಿಸಿದರೂ ಜಾತಿ ಅವಮಾನ ತಪ್ಪಲಿಲ್ಲ ಎಂದರು. ಇದು ದಲಿತರ ಸ್ವಾಭಿಮಾನದ ಪ್ರಶ್ನೆ: ಅಂಬೇಡ್ಕರ್‌ರಿಂದ ಖರ್ಗೆಯವರವರೆಗೆ ನೀರಿಗಾಗಿ ಹೋರಾಟ ನಡೆದಿದ್ದಾರೆ. ಜಗಜೀವನರಾಮ್ ಜಾತಿ ಅವಮಾನ ಎದುರಿಸಿದ್ದರು. ಖರ್ಗೆಯವರು ಅದೇ ನೋವನ್ನು ಈಗ ವ್ಯಕ್ತಪಡಿಸಿದ್ದಾರೆ. ತಲೆಮಾರುಗಳು ಬದಲಾದವು, ದೇಶ ಬದಲಾಯಿತು, ಕಾನೂನು ಬದಲಾಯಿತು, ಕಾಲ ಬದಲಾಯಿತು. ಆದರೂ ಕೆಲವು ಮನಸ್ಸು ಬದಲಾಗಿಲ್ಲ ಇದು ಪಕ್ಷದ ಪ್ರಶ್ನೆಯಲ್ಲ. ಇದು ಖರ್ಗೆಯವರ ವ್ಯಕ್ತಿ ಮಾತ್ರವಲ್ಲ. ಇದು ದಲಿತರ ಸ್ವಾಭಿಮಾನದ ಪ್ರಶ್ನೆಯಾಗಿದೆ. ಇದು ಮಾನವ ಘನತೆಯ ಪ್ರಶ್ನೆಯಾಗಿದೆ. ಇದು ಸಾಮಾಜಿಕ ನ್ಯಾಯದ ಪ್ರಶ್ನೆಯಾಗಿದೆ. ಇದು ಸಂವಿಧಾನದ ಮೌಲ್ಯಗಳ ಪ್ರಶ್ನೆಯಾಗಿದೆ ಎಂದ ಮುನಿಯಪ್ಪ ಆಕ್ರೋಶ ವ್ಯಕ್ತಪಡಿಸಿದರು. ಕಾನೂನು ಕ್ರಮ ಅಗತ್ಯವಾಗಿದೆ. ಈ ಅಸ್ಪೃಶ್ಯತೆ ಕಾನೂನಿನಡಿ ಅಪರಾಧವಾಗಿದೆ. ನಾಗರಿಕ ಹಕ್ಕುಗಳ ಸಂರಕ್ಷಣಾ ಕಾಯ್ದೆಯಿದೆ, ದೌರ್ಜನ್ಯ ತಡೆ ಕಾಯ್ದೆಯೂ ಜಾರಿಯಲ್ಲಿದೆ. ಇವುಗಳನ್ನು ಕಠಿಣವಾಗಿ ಜಾರಿಗೊಳಿಸಬೇಕು. ಸರ್ಕಾರ ನಿಷ್ಪಕ್ಷಪಾತ xyxy=(692,1013,851,1630)
photo-timestamp: 18-08-2026 10:38:22 PM xyxy=(596,1162,688,1171)
